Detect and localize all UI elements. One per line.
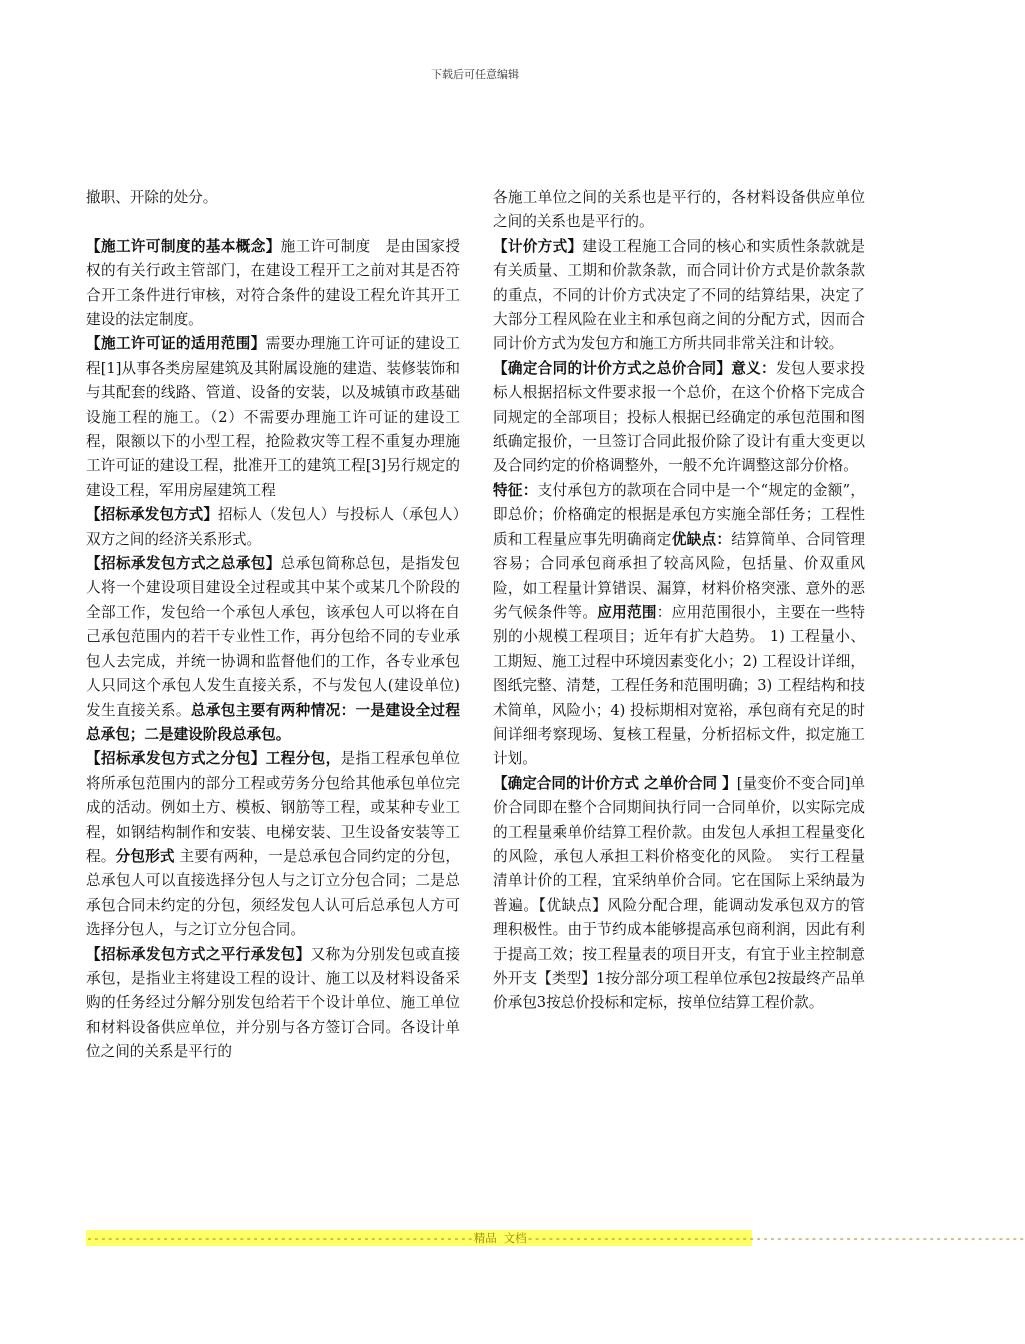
paragraph: [86, 186, 460, 210]
paragraph-text: 发包人要求投标人根据招标文件要求报一个总价，在这个价格下完成合同规定的全部项目；投标人根据已经确定的承包范围和图纸确定报价，一旦签订合同此报价除了设计有重大变更以及合同约定的价格调整外，一般不允许调整这部分价格。: [493, 359, 865, 475]
bold-text: 优缺点：: [671, 530, 732, 548]
paragraph-text: [量变价不变合同]单价合同即在整个合同期间执行同一合同单价，以实际完成的工程量乘单价结算工程价款。由发包人承担工程量变化的风险，承包人承担工料价格变化的风险。 实行工程量清单计价的工程，宜采纳单价合同。它在国际上采纳最为普遍。【优缺点】风险分配合理，能调动发承包双方的管理积极性。由于节约成本能够提高承包商利润，因此有利于提高工效；按工程量表的项目开支，有宜于业主控制意外开支【类型】1按分部分项工程单位承包2按最终产品单价承包3按总价投标和定标，按单位结算工程价款。: [493, 774, 865, 1012]
paragraph: [493, 772, 865, 1016]
section-heading: 特征：: [493, 481, 538, 499]
page-header: 下载后可任意编辑: [431, 68, 519, 81]
footer-label: 精品 文档: [473, 1231, 527, 1245]
footer-rule-left: --------------------------------------------------------: [86, 1231, 474, 1245]
section-heading: 【施工许可证的适用范围】: [86, 335, 266, 353]
bold-text: 应用范围: [597, 603, 657, 621]
paragraph: [493, 186, 865, 235]
section-heading: 【施工许可制度的基本概念】: [86, 237, 281, 255]
paragraph-text: 主要有两种，一是总承包合同约定的分包，总承包人可以直接选择分包人与之订立分包合同；二是总承包合同未约定的分包，须经发包人认可后总承包人方可选择分包人，与之订立分包合同。: [86, 847, 460, 939]
section-heading: 【确定合同的计价方式 之单价合同 】: [493, 774, 737, 792]
paragraph: [86, 747, 460, 942]
bold-text: 总承包主要有两种情况：一是建设全过程总承包；二是建设阶段总承包。: [86, 701, 460, 743]
paragraph-text: ：应用范围很小，主要在一些特别的小规模工程项目；近年有扩大趋势。 1) 工程量小、工期短、施工过程中环境因素变化小；2) 工程设计详细，图纸完整、清楚，工程任务和范围明确；3) 工程结构和技术简单，风险小；4) 投标期相对宽裕，承包商有充足的时间详细考察现场、复核工程量，分析招标文件，拟定施工计划。: [493, 603, 865, 768]
paragraph: [86, 552, 460, 747]
paragraph: [86, 943, 460, 1065]
paragraph: [86, 332, 460, 503]
paragraph-text: 是指工程承包单位将所承包范围内的部分工程或劳务分包给其他承包单位完成的活动。例如土方、模板、钢筋等工程，或某种专业工程，如钢结构制作和安装、电梯安装、卫生设备安装等工程。: [86, 750, 460, 865]
paragraph: [86, 503, 460, 552]
bold-text: 分包形式: [115, 847, 175, 865]
paragraph-text: 支付承包方的款项在合同中是一个“规定的金额”，即总价；价格确定的根据是承包方实施全部任务；工程性质和工程量应事先明确商定: [493, 481, 865, 548]
section-heading: 【招标承发包方式之总承包】: [86, 555, 281, 573]
right-column: [493, 186, 865, 1016]
section-heading: 【招标承发包方式之分包】工程分包，: [86, 750, 341, 768]
paragraph-text: 各施工单位之间的关系也是平行的，各材料设备供应单位之间的关系也是平行的。: [493, 189, 865, 231]
section-heading: 【招标承发包方式】: [86, 506, 219, 524]
section-heading: 【计价方式】: [493, 237, 583, 255]
paragraph: [493, 357, 865, 479]
paragraph-text: 总承包简称总包，是指发包人将一个建设项目建设全过程或其中某个或某几个阶段的全部工作，发包给一个承包人承包，该承包人可以将在自己承包范围内的若干专业性工作，再分包给不同的专业承包人去完成，并统一协调和监督他们的工作，各专业承包人只同这个承包人发生直接关系，不与发包人(建设单位)发生直接关系。: [86, 555, 460, 719]
paragraph: [493, 479, 865, 772]
paragraph-text: 施工许可制度 是由国家授权的有关行政主管部门，在建设工程开工之前对其是否符合开工条件进行审核，对符合条件的建设工程允许其开工建设的法定制度。: [86, 237, 460, 329]
paragraph: [86, 235, 460, 333]
paragraph-text: 又称为分别发包或直接承包，是指业主将建设工程的设计、施工以及材料设备采购的任务经过分解分别发包给若干个设计单位、施工单位和材料设备供应单位，并分别与各方签订合同。各设计单位之间的关系是平行的: [86, 945, 460, 1061]
footer-rule-right: ------------------------------------------------------------------------: [526, 1231, 1025, 1245]
section-heading: 【确定合同的计价方式之总价合同】意义：: [493, 359, 776, 377]
page-footer: [86, 1230, 1025, 1246]
paragraph-text: 建设工程施工合同的核心和实质性条款就是有关质量、工期和价款条款，而合同计价方式是价款条款的重点，不同的计价方式决定了不同的结算结果，决定了大部分工程风险在业主和承包商之间的分配方式，因而合同计价方式为发包方和施工方所共同非常关注和计较。: [493, 237, 865, 353]
paragraph-text: 招标人（发包人）与投标人（承包人）双方之间的经济关系形式。: [86, 506, 460, 548]
paragraph-text: 结算简单、合同管理容易；合同承包商承担了较高风险，包括量、价双重风险，如工程量计算错误、漏算，材料价格突涨、意外的恶劣气候条件等。: [493, 530, 865, 621]
paragraph-text: 需要办理施工许可证的建设工程[1]从事各类房屋建筑及其附属设施的建造、装修装饰和与其配套的线路、管道、设备的安装，以及城镇市政基础设施工程的施工。（2）不需要办理施工许可证的建设工程，限额以下的小型工程，抢险救灾等工程不重复办理施工许可证的建设工程，批准开工的建筑工程[3]另行规定的建设工程，军用房屋建筑工程: [86, 335, 460, 499]
spacer: [86, 210, 460, 234]
section-heading: 【招标承发包方式之平行承发包】: [86, 945, 311, 963]
paragraph: [493, 235, 865, 357]
paragraph-text: 撤职、开除的处分。: [86, 189, 218, 206]
left-column: [86, 186, 460, 1065]
